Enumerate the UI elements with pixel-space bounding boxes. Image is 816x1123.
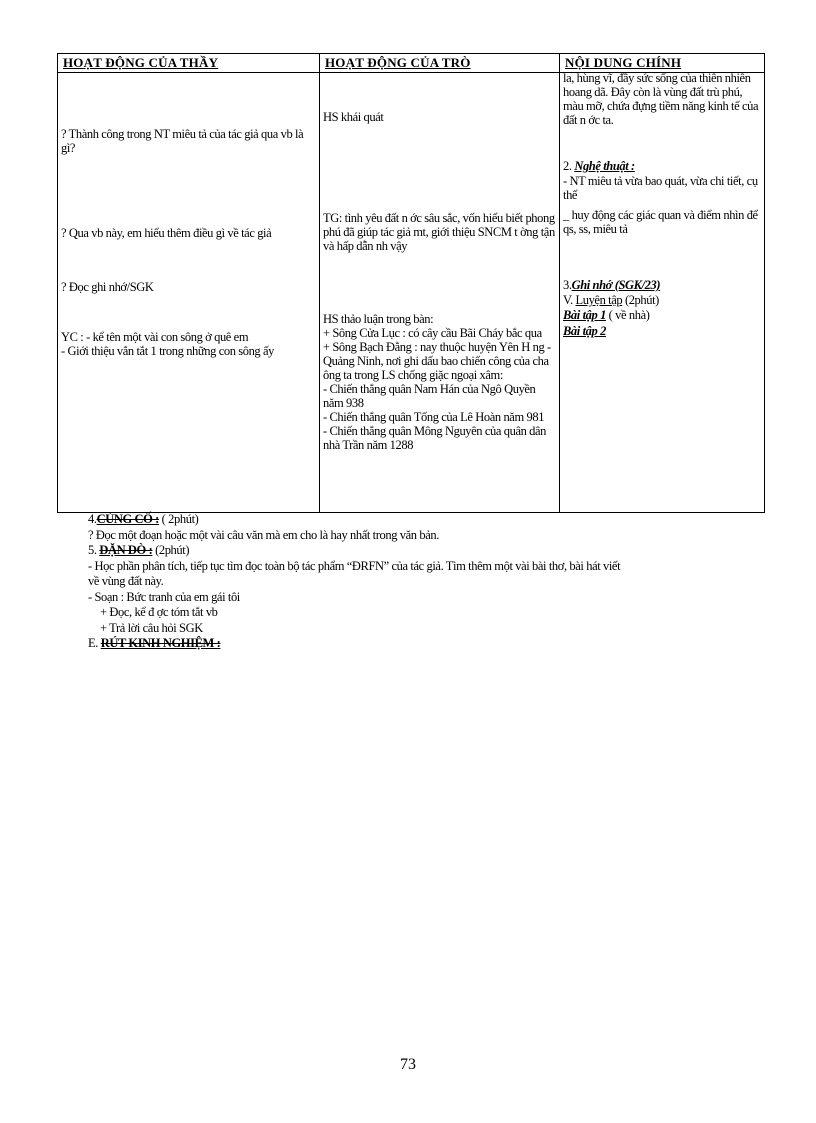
- teacher-column: [58, 73, 320, 513]
- header-main-content: NỘI DUNG CHÍNH: [560, 54, 765, 73]
- header-student-activity: HOẠT ĐỘNG CỦA TRÒ: [320, 54, 560, 73]
- prepare-line: - Soạn : Bức tranh của em gái tôi: [88, 589, 240, 604]
- student-discussion: [323, 312, 557, 452]
- content-summary-heading: 3.Ghi nhớ (SGK/23): [563, 278, 661, 292]
- consolidation-question: ? Đọc một đoạn hoặc một vài câu văn mà em cho là hay nhất trong văn bản.: [88, 527, 439, 542]
- student-answer-2: TG: tình yêu đất n ớc sâu sắc, vốn hiểu biết phong phú đã giúp tác giả mt, giới thiệu SNCM t ờng tận và hấp dẫn nh vậy: [323, 211, 555, 253]
- content-column: [560, 73, 765, 513]
- teacher-question-2: ? Qua vb này, em hiểu thêm điều gì về tác giả: [61, 226, 272, 240]
- content-description: la, hùng vĩ, đầy sức sống của thiên nhiên hoang dã. Đây còn là vùng đất trù phú, màu mỡ, chứa đựng tiềm năng kinh tế của đất n ớc ta.: [563, 71, 759, 127]
- page-number: 73: [400, 1056, 416, 1073]
- student-river-2: + Sông Bạch Đằng : nay thuộc huyện Yên H ng - Quảng Ninh, nơi ghi dấu bao chiến công của cha ông ta trong LS chống giặc ngoại xâm:: [323, 340, 551, 382]
- prepare-subitem-1: + Đọc, kể đ ợc tóm tắt vb: [100, 605, 218, 619]
- teacher-request: [61, 330, 317, 358]
- teacher-request-line-2: - Giới thiệu vắn tắt 1 trong những con sông ấy: [61, 344, 275, 358]
- student-victory-1: - Chiến thắng quân Nam Hán của Ngô Quyền năm 938: [323, 382, 536, 410]
- teacher-question-3: ? Đọc ghi nhớ/SGK: [61, 280, 154, 294]
- student-river-1: + Sông Cửa Lục : có cây cầu Bãi Cháy bắc qua: [323, 326, 542, 340]
- content-exercise-1: Bài tập 1 ( về nhà): [563, 308, 650, 322]
- table-header-row: [58, 54, 765, 73]
- student-victory-2: - Chiến thắng quân Tống của Lê Hoàn năm 981: [323, 410, 545, 424]
- closing-section: [88, 512, 768, 652]
- student-victory-3: - Chiến thắng quân Mông Nguyên của quân dân nhà Trần năm 1288: [323, 424, 547, 452]
- content-art-point-1: - NT miêu tả vừa bao quát, vừa chi tiết, cụ thể: [563, 174, 758, 202]
- experience-heading: E. RÚT KINH NGHIỆM :: [88, 636, 221, 650]
- table-body-row: [58, 73, 765, 513]
- prepare-subitem-2: + Trả lời câu hỏi SGK: [100, 620, 203, 635]
- student-answer-1: HS khái quát: [323, 110, 384, 124]
- header-teacher-activity: HOẠT ĐỘNG CỦA THẦY: [58, 54, 320, 73]
- content-art-heading: 2. Nghệ thuật :: [563, 159, 635, 173]
- content-practice-heading: V. Luyện tập (2phút): [563, 293, 659, 307]
- content-art-point-2: _ huy động các giác quan và điểm nhìn để qs, ss, miêu tả: [563, 208, 758, 236]
- teacher-request-line-1: YC : - kể tên một vài con sông ở quê em: [61, 330, 249, 344]
- content-exercise-2: Bài tập 2: [563, 324, 606, 338]
- lesson-table: [57, 53, 765, 513]
- student-discussion-title: HS thảo luận trong bàn:: [323, 312, 434, 326]
- homework-line-2: về vùng đất này.: [88, 574, 164, 588]
- teacher-question-1: ? Thành công trong NT miêu tả của tác giả qua vb là gì?: [61, 127, 304, 155]
- student-column: [320, 73, 560, 513]
- homework-heading: 5. DẶN DÒ : (2phút): [88, 543, 190, 557]
- homework-line-1: - Học phần phân tích, tiếp tục tìm đọc toàn bộ tác phẩm “ĐRFN” của tác giả. Tìm thêm một vài bài thơ, bài hát viết: [88, 558, 621, 573]
- consolidation-heading: 4.CỦNG CỐ : ( 2phút): [88, 512, 199, 526]
